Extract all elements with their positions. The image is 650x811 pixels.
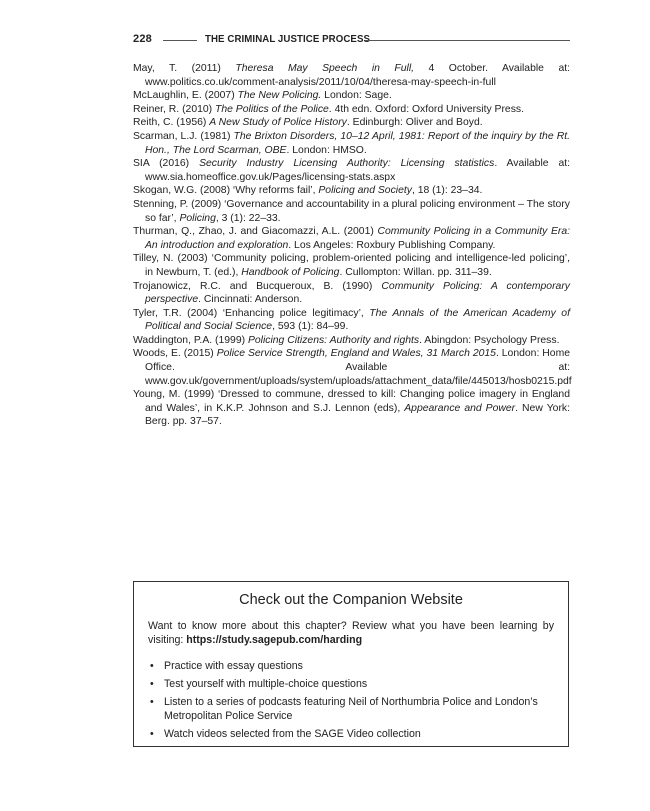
list-item: • Practice with essay questions	[150, 660, 303, 672]
page-number: 228	[133, 33, 152, 45]
list-item: • Test yourself with multiple-choice questions	[150, 678, 368, 690]
running-header	[133, 33, 570, 47]
reference-entry: Waddington, P.A. (1999) Policing Citizens: Authority and rights. Abingdon: Psychology Press.	[133, 334, 560, 346]
bullet-icon: •	[150, 660, 154, 672]
companion-intro-text: Want to know more about this chapter? Review what you have been learning by visiting:	[148, 620, 554, 646]
list-item: • Listen to a series of podcasts featuring Neil of Northumbria Police and London’s Metropolitan Police Service	[150, 696, 538, 722]
reference-entry: Trojanowicz, R.C. and Bucqueroux, B. (1990) Community Policing: A contemporary perspective. Cincinnati: Anderson.	[133, 280, 570, 306]
reference-entry: McLaughlin, E. (2007) The New Policing. London: Sage.	[133, 90, 392, 102]
reference-entry: Scarman, L.J. (1981) The Brixton Disorders, 10–12 April, 1981: Report of the inquiry by the Rt. Hon., The Lord Scarman, OBE. London: HMSO.	[133, 130, 570, 156]
reference-entry: SIA (2016) Security Industry Licensing Authority: Licensing statistics. Available at: www.sia.homeoffice.gov.uk/Pages/licensing-stats.aspx	[133, 158, 570, 183]
reference-entry: Tyler, T.R. (2004) ‘Enhancing police legitimacy’, The Annals of the American Academy of Political and Social Science, 593 (1): 84–99.	[133, 307, 570, 333]
reference-list	[133, 62, 570, 429]
companion-box-title: Check out the Companion Website	[239, 592, 463, 608]
reference-entry: Young, M. (1999) ‘Dressed to commune, dressed to kill: Changing police imagery in England and Wales’, in K.K.P. Johnson and S.J. Lennon (eds), Appearance and Power. New York: Berg. pp. 37–57.	[133, 389, 570, 428]
reference-entry: Skogan, W.G. (2008) ‘Why reforms fail’, Policing and Society, 18 (1): 23–34.	[133, 185, 483, 197]
bullet-icon: •	[150, 727, 154, 740]
companion-link[interactable]: https://study.sagepub.com/harding	[186, 634, 363, 646]
companion-website-box	[133, 581, 569, 747]
header-rule-right	[365, 40, 570, 41]
bullet-icon: •	[150, 678, 154, 690]
header-rule-left	[163, 40, 197, 41]
reference-entry: Reith, C. (1956) A New Study of Police History. Edinburgh: Oliver and Boyd.	[133, 117, 483, 129]
bullet-icon: •	[150, 696, 154, 708]
reference-entry: Reiner, R. (2010) The Politics of the Police. 4th edn. Oxford: Oxford University Press.	[133, 103, 524, 115]
reference-entry: Stenning, P. (2009) ‘Governance and accountability in a plural policing environment – The story so far’, Policing, 3 (1): 22–33.	[133, 198, 570, 224]
list-item: • Watch videos selected from the SAGE Video collection	[150, 727, 421, 740]
running-title: THE CRIMINAL JUSTICE PROCESS	[205, 33, 371, 45]
companion-box-intro	[148, 619, 554, 647]
reference-entry: May, T. (2011) Theresa May Speech in Full, 4 October. Available at: www.politics.co.uk/comment-analysis/2011/10/04/theresa-may-speech-in-full	[133, 63, 570, 88]
reference-entry: Woods, E. (2015) Police Service Strength, England and Wales, 31 March 2015. London: Home Office. Available at: www.gov.uk/government/uploads/system/uploads/attachment_data/file/445013/hosb0215.pdf	[133, 348, 572, 387]
reference-entry: Thurman, Q., Zhao, J. and Giacomazzi, A.L. (2001) Community Policing in a Community Era: An introduction and exploration. Los Angeles: Roxbury Publishing Company.	[133, 226, 571, 251]
reference-entry: Tilley, N. (2003) ‘Community policing, problem-oriented policing and intelligence-led policing’, in Newburn, T. (ed.), Handbook of Policing. Cullompton: Willan. pp. 311–39.	[133, 253, 570, 278]
companion-feature-list	[148, 660, 554, 746]
